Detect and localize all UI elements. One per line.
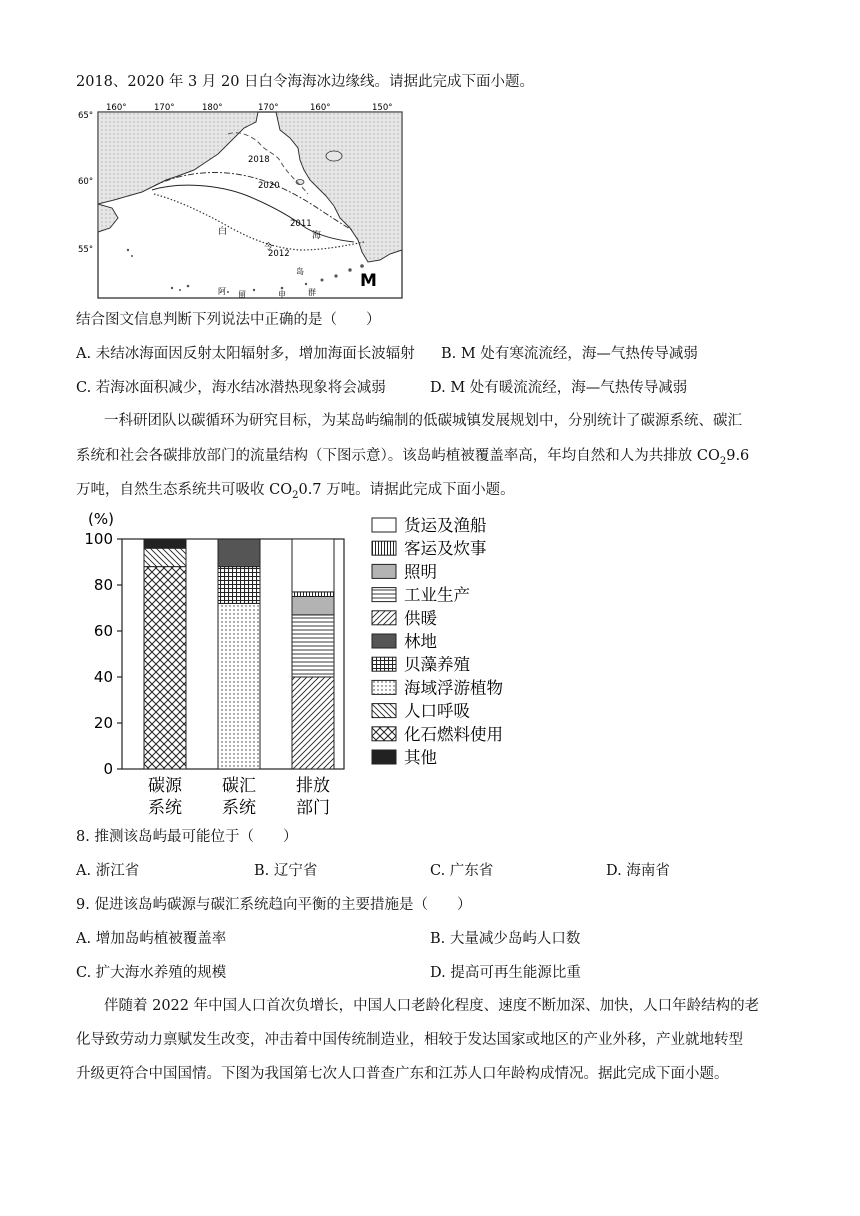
bar-segment [218,603,260,769]
legend-label: 其他 [404,748,437,767]
lon-label: 170° [258,103,279,113]
q9-option-a[interactable]: A. 增加岛屿植被覆盖率 [76,931,227,947]
q7-stem: 结合图文信息判断下列说法中正确的是（ ） [76,312,381,328]
q9-option-d[interactable]: D. 提高可再生能源比重 [430,965,581,981]
lon-label: 180° [202,103,223,113]
legend-label: 化石燃料使用 [404,724,503,744]
region-char: 海 [312,231,322,241]
q7-option-d[interactable]: D. M 处有暖流流经，海—气热传导减弱 [430,380,688,396]
y-tick-label: 80 [93,576,113,594]
legend-label: 林地 [404,632,437,651]
legend-swatch [372,541,396,555]
x-category-label: 排放 [296,776,330,796]
passage2-line2-value: 9.6 [726,448,750,464]
passage3-line1: 伴随着 2022 年中国人口首次负增长，中国人口老龄化程度、速度不断加深、加快，人口年龄结构的老 [104,998,760,1014]
q9-option-b[interactable]: B. 大量减少岛屿人口数 [430,931,581,947]
y-tick-label: 0 [103,760,113,778]
bar-segment [218,539,260,567]
map-intro: 2018、2020 年 3 月 20 日白令海海冰边缘线。请据此完成下面小题。 [76,74,535,90]
year-label-2020: 2020 [258,181,280,191]
bar-segment [292,615,334,677]
bar-segment [292,677,334,769]
aleutian-char: 群 [308,288,316,297]
carbon-flow-chart [80,508,540,824]
map-marker-m: M [360,271,377,291]
q8-option-b[interactable]: B. 辽宁省 [254,863,318,879]
year-label-2012: 2012 [268,249,290,259]
bar-segment [144,567,186,769]
y-tick-label: 20 [93,714,113,732]
co2-subscript: 2 [719,455,727,467]
x-category-label: 系统 [148,798,182,818]
passage3-line3: 升级更符合中国国情。下图为我国第七次人口普查广东和江苏人口年龄构成情况。据此完成下面小题。 [76,1066,729,1082]
y-tick-label: 100 [84,530,113,548]
aleutian-char: 留 [238,290,246,299]
legend-label: 货运及渔船 [404,516,487,535]
q8-stem: 8. 推测该岛屿最可能位于（ ） [76,829,298,845]
legend-label: 客运及炊事 [404,539,487,559]
bar-segment [292,539,334,592]
lon-label: 160° [106,103,127,113]
lon-label: 150° [372,103,393,113]
year-label-2011: 2011 [290,219,312,229]
co2-subscript: 2 [292,489,299,501]
bar-segment [144,548,186,566]
legend-label: 供暖 [404,608,437,628]
legend-swatch [372,727,396,741]
x-category-label: 部门 [296,798,330,818]
q9-stem: 9. 促进该岛屿碳源与碳汇系统趋向平衡的主要措施是（ ） [76,897,472,913]
region-char: 白 [218,227,228,237]
passage2-line2-text: 系统和社会各碳排放部门的流量结构（下图示意）。该岛屿植被覆盖率高，年均自然和人为共排放 CO [76,448,720,464]
legend-label: 工业生产 [404,585,470,605]
passage2-line3-text: 万吨，自然生态系统共可吸收 CO [76,482,293,498]
lon-label: 160° [310,103,331,113]
x-category-label: 系统 [222,798,256,818]
legend-swatch [372,634,396,648]
legend-swatch [372,704,396,718]
legend-swatch [372,750,396,764]
y-axis-label: (%) [88,510,114,528]
legend-label: 照明 [404,562,437,582]
lat-label: 55° [78,245,94,255]
x-category-label: 碳汇 [222,776,256,796]
passage3-line2: 化导致劳动力禀赋发生改变，冲击着中国传统制造业，相较于发达国家或地区的产业外移，产业就地转型 [76,1032,743,1048]
aleutian-char: 申 [278,290,286,299]
legend-swatch [372,657,396,671]
aleutian-char: 阿 [218,287,226,296]
legend-swatch [372,588,396,602]
passage2-line3 [76,480,515,506]
passage2-line2 [76,446,749,472]
year-label-2018: 2018 [248,155,270,165]
q7-option-b[interactable]: B. M 处有寒流流经，海—气热传导减弱 [441,346,698,362]
legend-label: 贝藻养殖 [404,655,470,675]
q8-option-d[interactable]: D. 海南省 [606,863,670,879]
legend-swatch [372,611,396,625]
q9-option-c[interactable]: C. 扩大海水养殖的规模 [76,965,227,981]
lon-label: 170° [154,103,175,113]
lat-label: 60° [78,177,94,187]
passage2-line3-value: 0.7 万吨。请据此完成下面小题。 [298,482,515,498]
lat-label: 65° [78,111,94,121]
y-tick-label: 60 [93,622,113,640]
bar-segment [218,567,260,604]
x-category-label: 碳源 [148,776,182,796]
legend-swatch [372,564,396,578]
legend-swatch [372,680,396,694]
bering-sea-map [68,100,408,300]
q7-option-c[interactable]: C. 若海冰面积减少，海水结冰潜热现象将会减弱 [76,380,386,396]
q7-option-a[interactable]: A. 未结冰海面因反射太阳辐射多，增加海面长波辐射 [76,346,415,362]
island [326,151,342,161]
passage2-line1: 一科研团队以碳循环为研究目标，为某岛屿编制的低碳城镇发展规划中，分别统计了碳源系统、碳汇 [104,413,742,429]
legend-label: 海域浮游植物 [404,678,503,698]
bar-segment [292,597,334,615]
q8-option-a[interactable]: A. 浙江省 [76,863,140,879]
aleutian-char: 岛 [296,267,304,276]
y-tick-label: 40 [93,668,113,686]
q8-option-c[interactable]: C. 广东省 [430,863,494,879]
legend-swatch [372,518,396,532]
bar-segment [144,539,186,548]
bar-segment [292,592,334,597]
legend-label: 人口呼吸 [404,701,470,721]
region-char: 令 [264,243,274,253]
